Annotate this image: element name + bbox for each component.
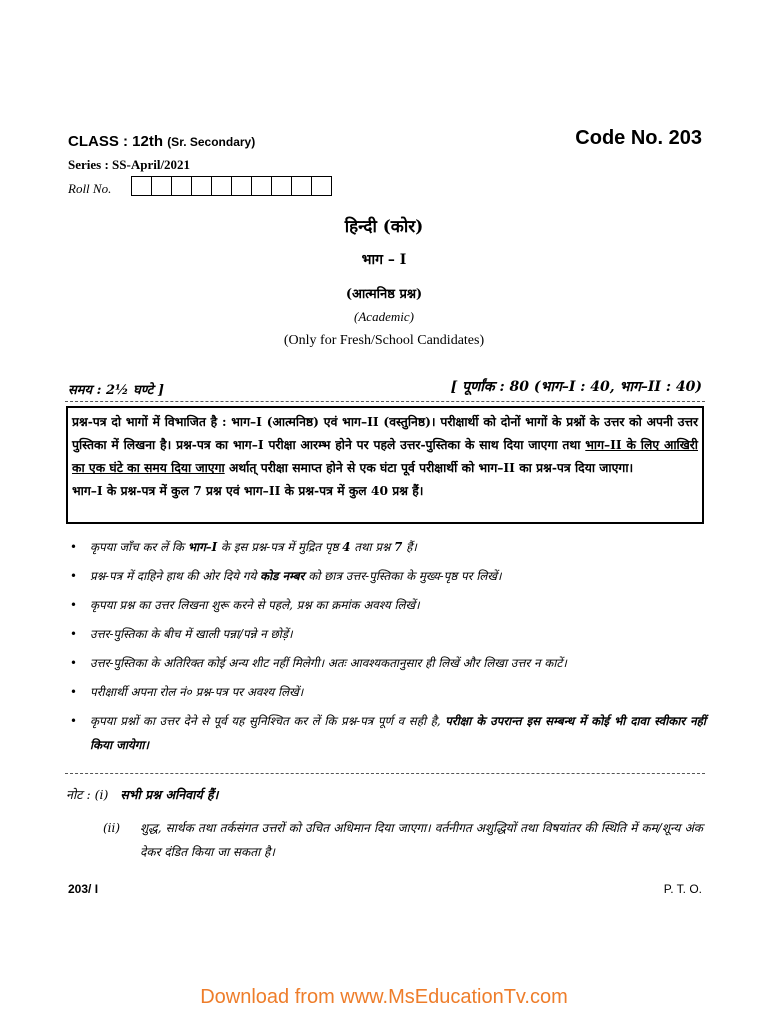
- instructions-summary: भाग–I के प्रश्न-पत्र में कुल 7 प्रश्न एवं भाग–II के प्रश्न-पत्र में कुल 40 प्रश्न हैं।: [72, 483, 424, 498]
- list-item: [66, 651, 706, 675]
- bullet-text: कृपया प्रश्न का उत्तर लिखना शुरू करने से पहले, प्रश्न का क्रमांक अवश्य लिखें।: [90, 598, 420, 612]
- instructions-text: प्रश्न-पत्र दो भागों में विभाजित है : भाग–I (आत्मनिष्ठ) एवं भाग–II (वस्तुनिष्ठ)। परीक्षार्थी को दोनों भागों के प्रश्नों के उत्तर को अपनी उत्तर पुस्तिका में लिखना है। प्रश्न-पत्र का भाग–I परीक्षा आरम्भ होने पर पहले उत्तर-पुस्तिका के साथ दिया जाएगा तथा: [72, 414, 698, 452]
- instructions-text-end: अर्थात् परीक्षा समाप्त होने से एक घंटा पूर्व परीक्षार्थी को भाग–II का प्रश्न-पत्र दिया जाएगा।: [224, 460, 634, 475]
- note-2-number: (ii): [103, 821, 121, 835]
- list-item: [66, 535, 706, 559]
- note-label: नोट : (i): [66, 787, 109, 802]
- bullet-text: परीक्षार्थी अपना रोल नं० प्रश्न-पत्र पर अवश्य लिखें।: [90, 685, 304, 699]
- bullet-bold: 4: [342, 540, 351, 554]
- bullet-text: कृपया प्रश्नों का उत्तर देने से पूर्व यह सुनिश्चित कर लें कि प्रश्न-पत्र पूर्ण व सही है,: [90, 714, 446, 728]
- list-item: [66, 709, 706, 757]
- bullet-icon: •: [70, 569, 77, 583]
- note-2-text: शुद्ध, सार्थक तथा तर्कसंगत उत्तरों को उचित अधिमान दिया जाएगा। वर्तनीगत अशुद्धियों तथा विषयांतर की स्थिति में कम/शून्य अंक देकर दंडित किया जा सकता है।: [140, 821, 703, 859]
- bullet-text: तथा प्रश्न: [350, 540, 395, 554]
- code-number: Code No. 203: [575, 127, 702, 149]
- series-label: Series : SS-April/2021: [68, 157, 191, 172]
- roll-no-box: [252, 176, 272, 196]
- instructions-underlined: भाग–II के लिए आखिरी का एक घंटे का समय दिया जाएगा: [72, 437, 698, 475]
- bullet-text: के इस प्रश्न-पत्र में मुद्रित पृष्ठ: [217, 540, 343, 554]
- roll-no-label: Roll No.: [68, 181, 112, 196]
- roll-no-box: [212, 176, 232, 196]
- roll-no-box: [132, 176, 152, 196]
- download-watermark: Download from www.MsEducationTv.com: [200, 986, 568, 1008]
- list-item: [66, 622, 706, 646]
- bullet-text: हैं।: [402, 540, 417, 554]
- note-1-text: सभी प्रश्न अनिवार्य हैं।: [120, 787, 219, 802]
- subject-title: हिन्दी (कोर): [344, 217, 424, 237]
- time-allowed: समय : 2½ घण्टे ]: [68, 383, 165, 398]
- divider-bottom: [65, 773, 705, 774]
- bullet-icon: •: [70, 685, 77, 699]
- bullet-list: [66, 535, 706, 762]
- bullet-text: को छात्र उत्तर-पुस्तिका के मुख्य-पृष्ठ पर लिखें।: [304, 569, 502, 583]
- bullet-bold: कोड नम्बर: [260, 569, 305, 583]
- list-item: [66, 593, 706, 617]
- pto-label: P. T. O.: [663, 882, 702, 896]
- max-marks: [ पूर्णांक : 80 (भाग–I : 40, भाग–II : 40): [450, 379, 702, 395]
- note-1: [66, 786, 218, 803]
- bullet-icon: •: [70, 598, 77, 612]
- bullet-text: उत्तर-पुस्तिका के अतिरिक्त कोई अन्य शीट नहीं मिलेगी। अतः आवश्यकतानुसार ही लिखें और लिखा उत्तर न काटें।: [90, 656, 567, 670]
- roll-no-boxes: [131, 176, 332, 196]
- roll-no-box: [192, 176, 212, 196]
- bullet-bold: भाग–I: [187, 540, 218, 554]
- candidates-label: (Only for Fresh/School Candidates): [283, 333, 485, 348]
- roll-no-box: [292, 176, 312, 196]
- roll-no-box: [172, 176, 192, 196]
- roll-no-box: [152, 176, 172, 196]
- academic-label: (Academic): [354, 309, 414, 324]
- footer-code: 203/ I: [68, 882, 99, 896]
- bullet-text: उत्तर-पुस्तिका के बीच में खाली पन्ना/पन्ने न छोड़ें।: [90, 627, 293, 641]
- divider-top: [65, 401, 705, 402]
- list-item: [66, 680, 706, 704]
- roll-no-box: [312, 176, 332, 196]
- bullet-icon: •: [70, 656, 77, 670]
- note-2: [103, 816, 703, 864]
- bullet-bold: परीक्षा के उपरान्त इस सम्बन्ध में कोई भी दावा स्वीकार नहीं किया जायेगा।: [90, 714, 706, 752]
- list-item: [66, 564, 706, 588]
- class-text: CLASS : 12th: [68, 133, 164, 150]
- bullet-icon: •: [70, 627, 77, 641]
- bullet-text: कृपया जाँच कर लें कि: [90, 540, 188, 554]
- bullet-bold: 7: [394, 540, 403, 554]
- bullet-icon: •: [70, 540, 77, 554]
- bullet-text: प्रश्न-पत्र में दाहिने हाथ की ओर दिये गये: [90, 569, 261, 583]
- part-title: भाग – I: [361, 252, 407, 268]
- roll-no-box: [272, 176, 292, 196]
- roll-no-box: [232, 176, 252, 196]
- bullet-icon: •: [70, 714, 77, 728]
- class-sub-text: (Sr. Secondary): [167, 135, 256, 149]
- class-label: [68, 133, 255, 150]
- question-type: (आत्मनिष्ठ प्रश्न): [345, 287, 423, 302]
- instructions-box: [66, 406, 704, 524]
